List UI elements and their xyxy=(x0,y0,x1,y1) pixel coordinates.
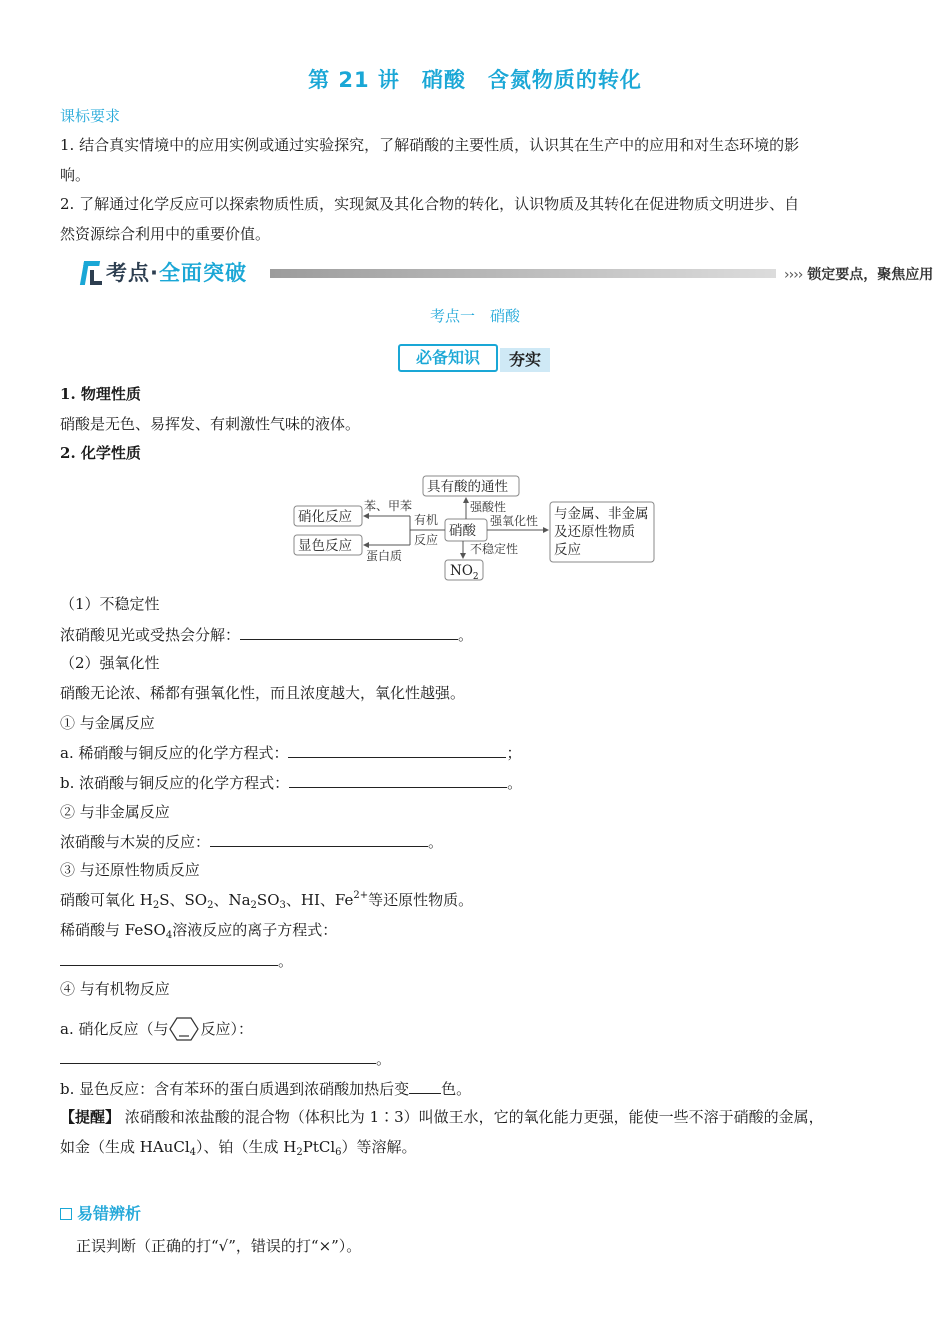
banner-label xyxy=(80,258,270,288)
banner-bar xyxy=(270,269,776,278)
left-label-line-1: 有机 xyxy=(414,513,439,527)
bottom-arrow-label: 不稳定性 xyxy=(470,542,519,556)
standards-item-1-line-1: 1. 结合真实情境中的应用实例或通过实验探究，了解硝酸的主要性质，认识其在生产中的应用和对生态环境的影 xyxy=(60,136,800,154)
tip-label: 【提醒】 xyxy=(60,1108,121,1126)
color-question xyxy=(60,1078,471,1099)
right-box-line-1: 与金属、非金属 xyxy=(554,506,649,522)
knowledge-badge xyxy=(398,344,554,374)
reducing-list: 硝酸可氧化 $H_2S$、$SO_2$、$Na_2SO_3$、HI、$Fe^{2+}$等还原性物质。 xyxy=(60,890,474,911)
left-bottom-arrow-label: 蛋白质 xyxy=(366,549,403,563)
page-title: 第 21 讲 硝酸 含氮物质的转化 xyxy=(308,68,642,92)
metal-question-b xyxy=(60,772,522,793)
instability-question-text: 浓硝酸见光或受热会分解： xyxy=(60,626,241,644)
answer-blank[interactable] xyxy=(210,831,428,847)
chemical-heading-text: . 化学性质 xyxy=(70,444,141,462)
oxidizing-heading: （2）强氧化性 xyxy=(60,654,160,672)
tip-line-1 xyxy=(60,1107,824,1127)
left-bottom-box-label: 显色反应 xyxy=(298,538,352,554)
chevrons-icon: ›››› xyxy=(784,267,803,283)
benzene-ring-icon xyxy=(168,1016,200,1042)
left-top-arrow-label: 苯、甲苯 xyxy=(364,499,413,513)
chemical-heading xyxy=(60,443,141,463)
badge-box: 必备知识 xyxy=(398,344,498,372)
bottom-box-label: $NO_2$ xyxy=(450,563,479,582)
color-end: 色。 xyxy=(441,1080,472,1098)
answer-blank[interactable] xyxy=(240,624,458,640)
nitration-question xyxy=(60,1016,253,1042)
tip-text: 浓硝酸和浓盐酸的混合物（体积比为 1∶3）叫做王水，它的氧化能力更强，能使一些不溶于硝酸的金属， xyxy=(124,1108,824,1126)
top-box-label: 具有酸的通性 xyxy=(427,479,508,495)
checkbox-icon xyxy=(60,1208,72,1220)
answer-blank[interactable] xyxy=(60,1048,376,1064)
tip-line-2: 如金（生成 HAuCl$_4$）、铂（生成 $H_2PtCl_6$）等溶解。 xyxy=(60,1138,417,1158)
pitfall-heading xyxy=(60,1204,141,1224)
nitration-text-a: a. 硝化反应（与 xyxy=(60,1020,169,1038)
standards-item-2-line-2: 然资源综合利用中的重要价值。 xyxy=(60,225,271,243)
physical-heading xyxy=(60,384,141,404)
nitration-end: 。 xyxy=(376,1050,392,1068)
organic-heading: ④ 与有机物反应 xyxy=(60,980,170,998)
banner-label-dot: · xyxy=(150,261,159,285)
banner-slogan-text: 锁定要点，聚焦应用 xyxy=(807,267,934,283)
metal-b-end: 。 xyxy=(507,774,523,792)
nonmetal-question xyxy=(60,831,443,852)
standards-item-1-line-2: 响。 xyxy=(60,166,91,184)
right-box-line-2: 及还原性物质 xyxy=(554,524,635,540)
section-banner xyxy=(80,258,934,290)
nitration-text-b: 反应）： xyxy=(200,1020,253,1038)
answer-blank[interactable] xyxy=(409,1078,441,1094)
physical-heading-num: 1 xyxy=(60,385,71,403)
nonmetal-end: 。 xyxy=(428,833,444,851)
standards-item-2-line-1: 2. 了解通过化学反应可以探索物质性质，实现氮及其化合物的转化，认识物质及其转化在促进物质文明进步、自 xyxy=(60,195,800,213)
metal-heading: ① 与金属反应 xyxy=(60,714,155,732)
metal-question-a xyxy=(60,742,522,763)
physical-body: 硝酸是无色、易挥发、有刺激性气味的液体。 xyxy=(60,415,361,433)
left-top-box-label: 硝化反应 xyxy=(298,509,352,525)
right-arrow-label: 强氧化性 xyxy=(490,514,539,528)
feso4-answer xyxy=(60,950,293,971)
instability-question xyxy=(60,624,473,645)
answer-blank[interactable] xyxy=(289,772,507,788)
badge-tail: 夯实 xyxy=(500,348,550,372)
nitration-answer xyxy=(60,1048,391,1069)
reducing-heading: ③ 与还原性物质反应 xyxy=(60,861,200,879)
chemical-heading-num: 2 xyxy=(60,444,71,462)
instability-end: 。 xyxy=(458,626,474,644)
properties-diagram xyxy=(290,474,670,584)
answer-blank[interactable] xyxy=(288,742,506,758)
feso4-question: 稀硝酸与 FeSO$_4$溶液反应的离子方程式： xyxy=(60,921,338,941)
pitfall-instruction: 正误判断（正确的打“√”，错误的打“×”）。 xyxy=(76,1237,362,1255)
metal-a-end: ； xyxy=(506,744,522,762)
physical-heading-text: . 物理性质 xyxy=(70,385,141,403)
right-box-line-3: 反应 xyxy=(554,542,581,558)
metal-b-text: b. 浓硝酸与铜反应的化学方程式： xyxy=(60,774,290,792)
instability-heading: （1）不稳定性 xyxy=(60,595,160,613)
oxidizing-intro: 硝酸无论浓、稀都有强氧化性，而且浓度越大，氧化性越强。 xyxy=(60,684,466,702)
center-label: 硝酸 xyxy=(449,523,476,539)
top-arrow-label: 强酸性 xyxy=(470,500,507,514)
metal-a-text: a. 稀硝酸与铜反应的化学方程式： xyxy=(60,744,289,762)
nonmetal-heading: ② 与非金属反应 xyxy=(60,803,170,821)
nonmetal-text: 浓硝酸与木炭的反应： xyxy=(60,833,211,851)
feso4-end: 。 xyxy=(278,952,294,970)
pitfall-heading-text: 易错辨析 xyxy=(77,1204,142,1223)
banner-label-b: 全面突破 xyxy=(158,261,247,285)
standards-heading: 课标要求 xyxy=(60,107,121,125)
answer-blank[interactable] xyxy=(60,950,278,966)
color-text: b. 显色反应：含有苯环的蛋白质遇到浓硝酸加热后变 xyxy=(60,1080,410,1098)
topic-title: 考点一 硝酸 xyxy=(429,307,520,325)
left-label-line-2: 反应 xyxy=(414,533,439,547)
banner-label-a: 考点 xyxy=(106,261,150,285)
banner-slogan xyxy=(784,264,933,284)
